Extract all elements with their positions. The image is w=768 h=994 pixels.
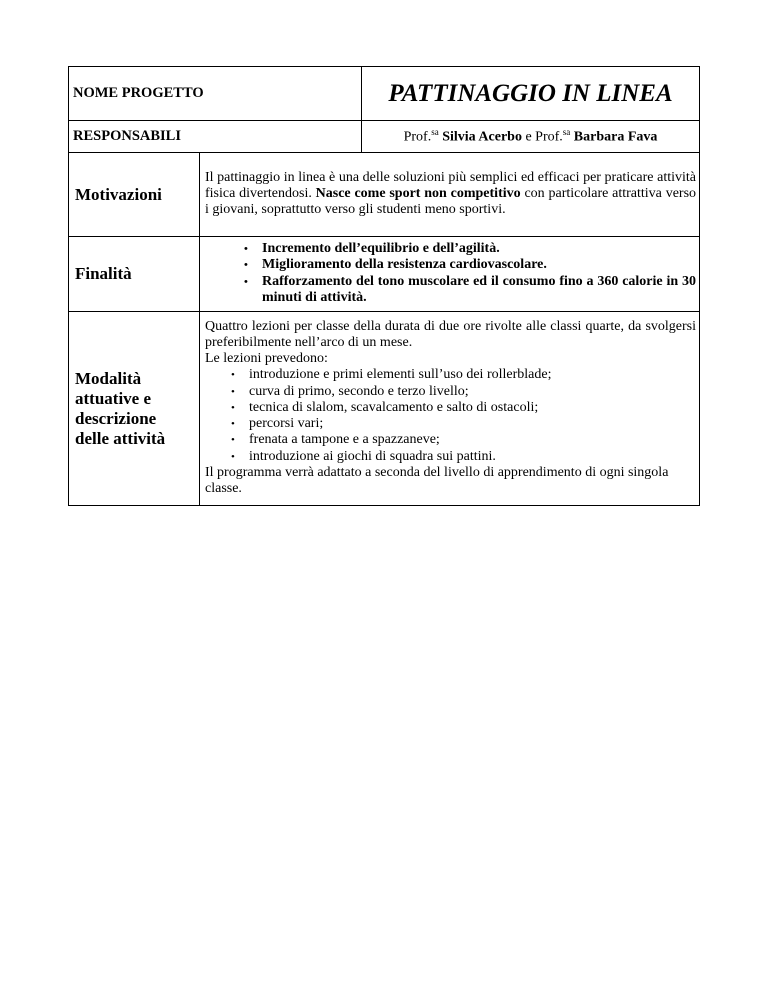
bullet-icon: •: [244, 275, 248, 288]
bullet-icon: •: [231, 385, 235, 398]
bullet-icon: •: [231, 434, 235, 447]
bullet-icon: •: [231, 369, 235, 382]
row-modalita: [69, 312, 700, 506]
motivazioni-label: Motivazioni: [69, 153, 200, 237]
modalita-lead: Le lezioni prevedono:: [205, 351, 328, 367]
motivazioni-text-part-1: Il pattinaggio in linea è una delle soluzioni più semplici ed efficaci per praticare attività fisica divertendosi.: [205, 169, 696, 201]
prof-sup-2: sa: [562, 127, 571, 138]
prof-title-1: Prof.: [403, 129, 432, 145]
list-item: [205, 384, 696, 400]
modalita-list: [205, 367, 696, 464]
modalita-label-line-4: delle attività: [75, 428, 166, 448]
bullet-icon: •: [231, 418, 235, 431]
finalita-item-text: Miglioramento della resistenza cardiovascolare.: [262, 257, 547, 273]
row-motivazioni: [69, 153, 700, 237]
list-item: [205, 400, 696, 416]
motivazioni-text-bold: Nasce come sport non competitivo: [315, 185, 521, 201]
modalita-item-text: introduzione e primi elementi sull’uso dei rollerblade;: [249, 367, 552, 383]
responsabili-label: RESPONSABILI: [69, 121, 362, 153]
modalita-item-text: percorsi vari;: [249, 416, 324, 432]
finalita-item-text: Rafforzamento del tono muscolare ed il consumo fino a 360 calorie in 30 minuti di attività.: [262, 273, 696, 305]
list-item: [200, 257, 696, 273]
modalita-label: [69, 312, 200, 506]
modalita-item-text: tecnica di slalom, scavalcamento e salto di ostacoli;: [249, 399, 539, 415]
list-item: [205, 416, 696, 432]
modalita-label-line-2: attuative e: [75, 388, 152, 408]
modalita-label-line-1: Modalità: [75, 368, 142, 388]
finalita-item-text: Incremento dell’equilibrio e dell’agilità.: [262, 241, 500, 257]
list-item: [200, 274, 696, 306]
list-item: [200, 241, 696, 257]
modalita-outro: Il programma verrà adattato a seconda del livello di apprendimento di ogni singola classe.: [205, 464, 669, 496]
list-item: [205, 449, 696, 465]
finalita-list: [200, 241, 696, 306]
bullet-icon: •: [231, 401, 235, 414]
modalita-intro: Quattro lezioni per classe della durata di due ore rivolte alle classi quarte, da svolgersi preferibilmente nell’arco di un mese.: [205, 318, 696, 351]
list-item: [205, 367, 696, 383]
modalita-label-line-3: descrizione: [75, 408, 157, 428]
project-table: [68, 66, 700, 506]
bullet-icon: •: [244, 259, 248, 272]
prof-title-2: Prof.: [535, 129, 563, 145]
modalita-item-text: introduzione ai giochi di squadra sui pattini.: [249, 448, 496, 464]
finalita-content: [200, 237, 700, 312]
finalita-label: Finalità: [69, 237, 200, 312]
modalita-content: [200, 312, 700, 506]
modalita-item-text: frenata a tampone e a spazzaneve;: [249, 432, 440, 448]
motivazioni-text-part-2: con particolare attrattiva verso i giovani, soprattutto verso gli studenti meno sportivi.: [205, 185, 697, 218]
responsabile-name-2: Barbara Fava: [573, 129, 658, 145]
conjunction: e: [525, 129, 532, 145]
bullet-icon: •: [231, 450, 235, 463]
responsabile-name-1: Silvia Acerbo: [442, 129, 522, 145]
prof-sup-1: sa: [431, 127, 439, 138]
bullet-icon: •: [244, 243, 248, 256]
row-finalita: [69, 237, 700, 312]
row-nome-progetto: [69, 67, 700, 121]
responsabili-value: [362, 121, 700, 153]
row-responsabili: [69, 121, 700, 153]
list-item: [205, 432, 696, 448]
modalita-item-text: curva di primo, secondo e terzo livello;: [249, 383, 469, 399]
project-title: PATTINAGGIO IN LINEA: [362, 67, 700, 121]
motivazioni-text: [200, 153, 700, 237]
nome-progetto-label: NOME PROGETTO: [69, 67, 362, 121]
